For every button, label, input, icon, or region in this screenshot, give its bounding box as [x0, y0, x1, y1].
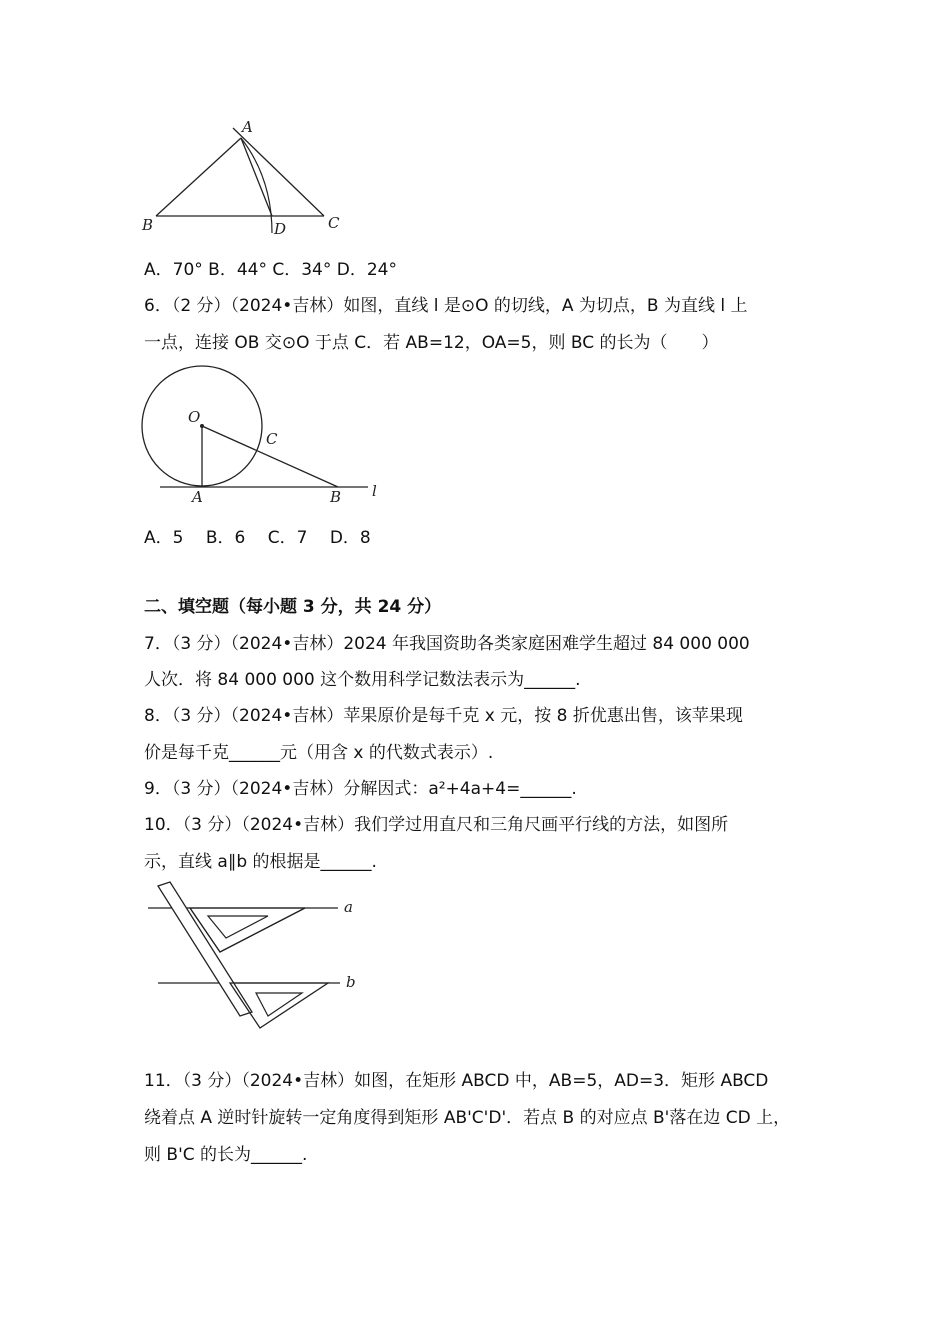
label-l: l	[372, 482, 377, 500]
q11-line2: 绕着点 A 逆时针旋转一定角度得到矩形 AB'C'D'．若点 B 的对应点 B'落在边 CD 上，	[144, 1108, 791, 1128]
q6-options: A．5 B．6 C．7 D．8	[144, 528, 371, 548]
q8-line2: 价是每千克______元（用含 x 的代数式表示）.	[144, 743, 494, 763]
section2-title: 二、填空题（每小题 3 分，共 24 分）	[144, 597, 442, 617]
label-A: A	[242, 118, 253, 136]
label-C2: C	[266, 430, 278, 448]
figure-triangle-arc	[138, 118, 348, 243]
q10-line1: 10．（3 分）（2024•吉林）我们学过用直尺和三角尺画平行线的方法，如图所	[144, 815, 729, 835]
label-a: a	[344, 898, 353, 916]
q11-line1: 11．（3 分）（2024•吉林）如图，在矩形 ABCD 中，AB=5，AD=3．矩形 ABCD	[144, 1071, 769, 1091]
figure-circle-tangent	[138, 364, 398, 509]
q5-options: A．70° B．44° C．34° D．24°	[144, 260, 397, 280]
label-B2: B	[330, 488, 342, 506]
q8-line1: 8．（3 分）（2024•吉林）苹果原价是每千克 x 元，按 8 折优惠出售，该苹果现	[144, 706, 743, 726]
label-b: b	[346, 973, 356, 991]
q6-line1: 6．（2 分）（2024•吉林）如图，直线 l 是⊙O 的切线，A 为切点，B 为直线 l 上	[144, 296, 748, 316]
label-D: D	[274, 220, 287, 238]
label-A2: A	[192, 488, 203, 506]
q6-line2: 一点，连接 OB 交⊙O 于点 C．若 AB=12，OA=5，则 BC 的长为（ ）	[144, 333, 719, 353]
figure-ruler-set-squares	[140, 880, 370, 1030]
q7-line1: 7．（3 分）（2024•吉林）2024 年我国资助各类家庭困难学生超过 84 000 000	[144, 634, 750, 654]
label-C: C	[328, 214, 340, 232]
q10-line2: 示，直线 a∥b 的根据是______.	[144, 852, 377, 872]
q9-line1: 9．（3 分）（2024•吉林）分解因式：a²+4a+4=______.	[144, 779, 577, 799]
label-B: B	[142, 216, 154, 234]
q11-line3: 则 B'C 的长为______.	[144, 1145, 308, 1165]
label-O: O	[188, 408, 201, 426]
q7-line2: 人次．将 84 000 000 这个数用科学记数法表示为______.	[144, 670, 581, 690]
